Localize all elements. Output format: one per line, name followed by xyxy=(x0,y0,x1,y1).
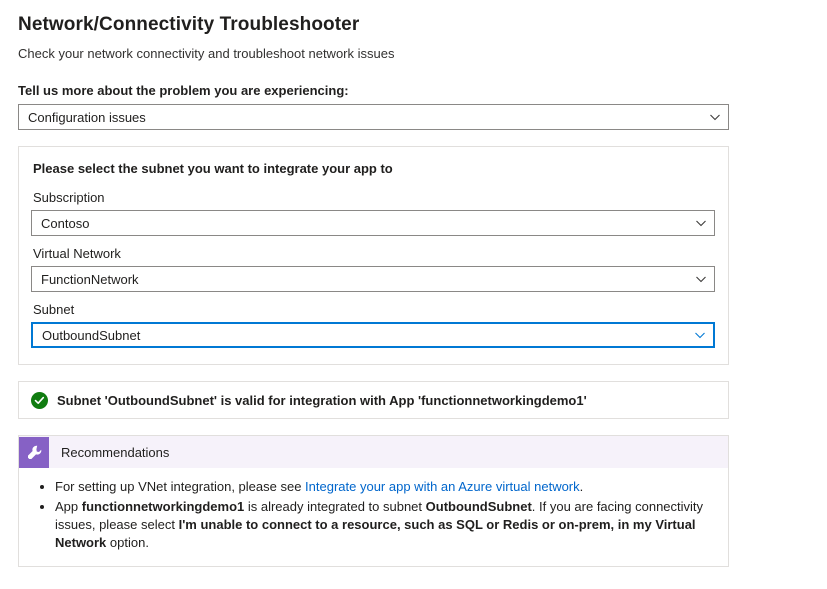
rec-2-prefix: App xyxy=(55,499,82,514)
recommendations-box xyxy=(18,435,729,567)
virtual-network-dropdown[interactable] xyxy=(31,266,715,292)
recommendations-header xyxy=(19,436,728,468)
rec-1-suffix: . xyxy=(579,479,584,494)
chevron-down-icon xyxy=(688,267,714,291)
list-item xyxy=(55,478,714,496)
subnet-selection-panel xyxy=(18,146,729,365)
virtual-network-field xyxy=(31,246,714,292)
page-title: Network/Connectivity Troubleshooter xyxy=(18,14,360,35)
chevron-down-icon xyxy=(702,105,728,129)
subnet-dropdown[interactable] xyxy=(31,322,715,348)
subscription-field xyxy=(31,190,714,236)
success-check-icon xyxy=(31,392,48,409)
subnet-label: Subnet xyxy=(33,302,75,317)
rec-2-app-name: functionnetworkingdemo1 xyxy=(81,499,245,514)
recommendations-body xyxy=(19,468,728,566)
subscription-dropdown[interactable] xyxy=(31,210,715,236)
wrench-icon xyxy=(19,437,49,468)
subnet-field xyxy=(31,302,714,348)
rec-1-prefix: For setting up VNet integration, please see xyxy=(55,479,306,494)
problem-dropdown-value: Configuration issues xyxy=(28,109,146,125)
rec-2-middle-2: . If you are facing connectivity issues, please select xyxy=(55,499,704,532)
subnet-dropdown-value: OutboundSubnet xyxy=(42,327,141,343)
subscription-label: Subscription xyxy=(33,190,105,205)
problem-dropdown[interactable] xyxy=(18,104,729,130)
rec-2-middle-1: is already integrated to subnet xyxy=(244,499,426,514)
validation-status-text: Subnet 'OutboundSubnet' is valid for integration with App 'functionnetworkingdemo1' xyxy=(57,392,587,408)
subnet-panel-title: Please select the subnet you want to integrate your app to xyxy=(33,161,393,176)
rec-2-suffix: option. xyxy=(106,535,149,550)
page-subtitle: Check your network connectivity and troubleshoot network issues xyxy=(18,46,395,61)
virtual-network-dropdown-value: FunctionNetwork xyxy=(41,271,139,287)
validation-status-banner xyxy=(18,381,729,419)
rec-2-option-name: I'm unable to connect to a resource, such as SQL or Redis or on-prem, in my Virtual Network xyxy=(55,517,696,550)
vnet-integration-link[interactable]: Integrate your app with an Azure virtual network xyxy=(305,479,580,494)
rec-2-subnet-name: OutboundSubnet xyxy=(425,499,532,514)
recommendations-title: Recommendations xyxy=(61,444,170,460)
chevron-down-icon xyxy=(688,211,714,235)
chevron-down-icon xyxy=(687,323,713,347)
virtual-network-label: Virtual Network xyxy=(33,246,121,261)
subscription-dropdown-value: Contoso xyxy=(41,215,90,231)
problem-label: Tell us more about the problem you are experiencing: xyxy=(18,83,349,98)
list-item xyxy=(55,498,714,552)
